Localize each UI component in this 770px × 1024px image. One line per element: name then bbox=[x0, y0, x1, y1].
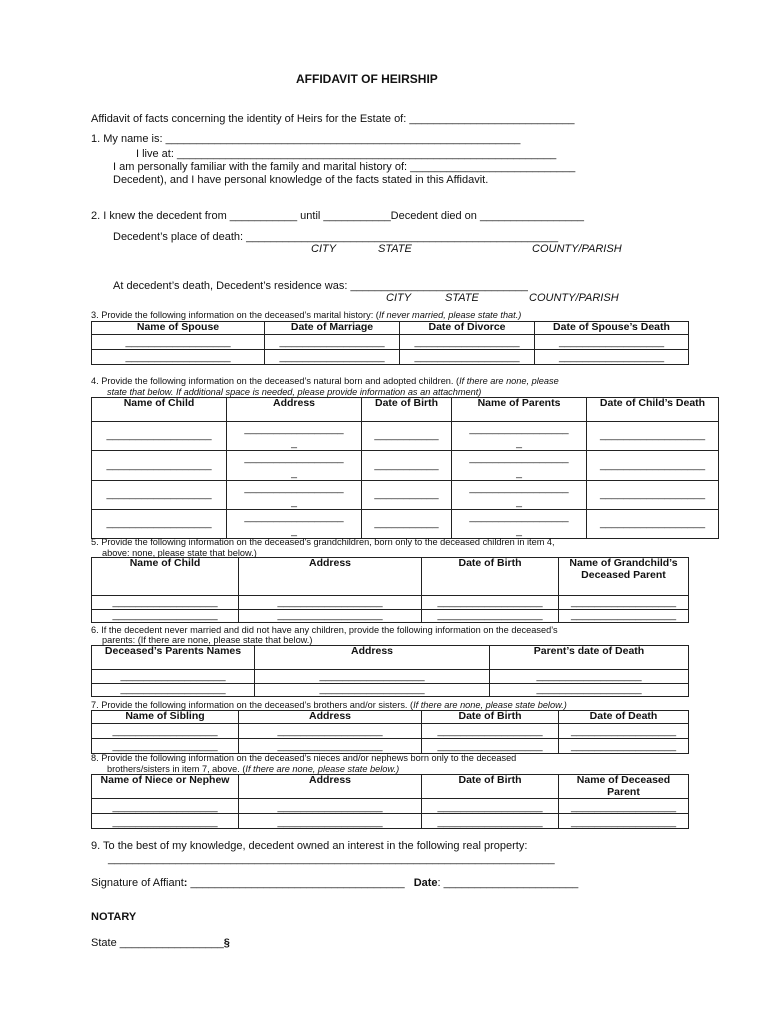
s2-dates-line: 2. I knew the decedent from ___________ until ___________Decedent died on _________________ bbox=[91, 210, 584, 222]
s7-cell[interactable]: __________________ bbox=[422, 738, 559, 753]
s5-cell[interactable]: __________________ bbox=[239, 596, 422, 610]
s4-cell[interactable]: _________________ _ bbox=[227, 451, 362, 480]
s8-instruction-line1: 8. Provide the following information on the deceased’s nieces and/or nephews born only to the deceased bbox=[91, 753, 517, 763]
s7-siblings-table bbox=[91, 710, 689, 754]
s2-death-place-line: Decedent’s place of death: ___________________________________________________ bbox=[113, 231, 559, 243]
s7-cell[interactable]: __________________ bbox=[92, 738, 239, 753]
s3-header-divorce: Date of Divorce bbox=[400, 322, 535, 335]
s7-header-sibling: Name of Sibling bbox=[92, 711, 239, 724]
s2-death-county-label: COUNTY/PARISH bbox=[532, 243, 622, 255]
s4-cell[interactable]: __________________ bbox=[587, 480, 719, 509]
s2-death-state-label: STATE bbox=[378, 243, 412, 255]
s2-res-county-label: COUNTY/PARISH bbox=[529, 292, 619, 304]
s3-cell[interactable]: __________________ bbox=[92, 335, 265, 350]
s8-nieces-table bbox=[91, 774, 689, 829]
s6-cell[interactable]: __________________ bbox=[92, 684, 255, 697]
section-sign: § bbox=[223, 937, 230, 949]
s5-cell[interactable]: __________________ bbox=[239, 610, 422, 623]
s6-cell[interactable]: __________________ bbox=[255, 670, 490, 684]
s4-cell[interactable]: __________________ bbox=[92, 480, 227, 509]
s3-cell[interactable]: __________________ bbox=[400, 335, 535, 350]
s4-cell[interactable]: __________________ bbox=[92, 451, 227, 480]
s3-cell[interactable]: __________________ bbox=[265, 350, 400, 365]
s4-header-child: Name of Child bbox=[92, 398, 227, 422]
s2-res-state-label: STATE bbox=[445, 292, 479, 304]
s8-cell[interactable]: __________________ bbox=[239, 799, 422, 814]
s8-cell[interactable]: __________________ bbox=[559, 814, 689, 829]
signature-line[interactable]: Signature of Affiant: ___________________________________ Date: ______________________ bbox=[91, 877, 579, 889]
s3-marital-table bbox=[91, 321, 689, 365]
s4-header-parents: Name of Parents bbox=[452, 398, 587, 422]
s8-cell[interactable]: __________________ bbox=[559, 799, 689, 814]
s3-header-marriage: Date of Marriage bbox=[265, 322, 400, 335]
s4-cell[interactable]: __________________ bbox=[587, 510, 719, 539]
s6-header-address: Address bbox=[255, 646, 490, 670]
s5-grandchildren-table bbox=[91, 557, 689, 623]
s4-cell[interactable]: _________________ _ bbox=[452, 422, 587, 451]
s5-header-birth: Date of Birth bbox=[422, 558, 559, 596]
s4-cell[interactable]: _________________ _ bbox=[227, 510, 362, 539]
s4-cell[interactable]: _________________ _ bbox=[452, 480, 587, 509]
s7-instruction: 7. Provide the following information on the deceased’s brothers and/or sisters. (If there are none, please state below.) bbox=[91, 700, 567, 710]
s1-knowledge-line: Decedent), and I have personal knowledge of the facts stated in this Affidavit. bbox=[113, 174, 489, 186]
s3-instruction: 3. Provide the following information on the deceased’s marital history: (If never married, please state that.) bbox=[91, 310, 522, 320]
s4-header-address: Address bbox=[227, 398, 362, 422]
s7-header-birth: Date of Birth bbox=[422, 711, 559, 724]
s8-header-niece: Name of Niece or Nephew bbox=[92, 775, 239, 799]
notary-heading: NOTARY bbox=[91, 911, 137, 923]
s8-cell[interactable]: __________________ bbox=[92, 799, 239, 814]
s1-name-line: 1. My name is: __________________________________________________________ bbox=[91, 133, 521, 145]
s4-header-child-death: Date of Child’s Death bbox=[587, 398, 719, 422]
s4-cell[interactable]: _________________ _ bbox=[452, 510, 587, 539]
s8-header-address: Address bbox=[239, 775, 422, 799]
s5-header-deceased-parent: Name of Grandchild’s Deceased Parent bbox=[559, 558, 689, 596]
s6-header-parent-death: Parent’s date of Death bbox=[490, 646, 689, 670]
s9-property-blank[interactable]: _________________________________________________________________________ bbox=[108, 853, 555, 865]
s7-cell[interactable]: __________________ bbox=[92, 723, 239, 738]
s5-cell[interactable]: __________________ bbox=[559, 596, 689, 610]
s5-header-address: Address bbox=[239, 558, 422, 596]
s6-parents-table bbox=[91, 645, 689, 697]
s6-instruction-line2: parents: (If there are none, please state that below.) bbox=[102, 635, 313, 645]
s5-instruction-line1: 5. Provide the following information on the deceased’s grandchildren, born only to the deceased children in item 4, bbox=[91, 537, 555, 547]
s5-cell[interactable]: __________________ bbox=[559, 610, 689, 623]
s8-cell[interactable]: __________________ bbox=[92, 814, 239, 829]
s1-address-line: I live at: ______________________________________________________________ bbox=[136, 148, 557, 160]
s8-cell[interactable]: __________________ bbox=[422, 799, 559, 814]
s4-cell[interactable]: ___________ bbox=[362, 422, 452, 451]
s6-cell[interactable]: __________________ bbox=[490, 670, 689, 684]
intro-estate-line: Affidavit of facts concerning the identity of Heirs for the Estate of: ___________________________ bbox=[91, 113, 575, 125]
s5-cell[interactable]: __________________ bbox=[422, 610, 559, 623]
s4-instruction-line1: 4. Provide the following information on the deceased’s natural born and adopted children. (If there are none, please bbox=[91, 376, 559, 386]
s7-cell[interactable]: __________________ bbox=[559, 723, 689, 738]
s8-header-deceased-parent: Name of Deceased Parent bbox=[559, 775, 689, 799]
s7-cell[interactable]: __________________ bbox=[422, 723, 559, 738]
s8-header-birth: Date of Birth bbox=[422, 775, 559, 799]
s3-cell[interactable]: __________________ bbox=[92, 350, 265, 365]
s4-cell[interactable]: __________________ bbox=[92, 422, 227, 451]
s4-cell[interactable]: ___________ bbox=[362, 480, 452, 509]
s4-cell[interactable]: _________________ _ bbox=[227, 422, 362, 451]
s3-cell[interactable]: __________________ bbox=[535, 335, 689, 350]
s4-header-birth: Date of Birth bbox=[362, 398, 452, 422]
s3-cell[interactable]: __________________ bbox=[265, 335, 400, 350]
s7-cell[interactable]: __________________ bbox=[239, 723, 422, 738]
s2-res-city-label: CITY bbox=[386, 292, 412, 304]
page-title: AFFIDAVIT OF HEIRSHIP bbox=[296, 72, 438, 86]
s8-instruction-line2: brothers/sisters in item 7, above. (If there are none, please state below.) bbox=[107, 764, 400, 774]
s5-cell[interactable]: __________________ bbox=[422, 596, 559, 610]
s4-cell[interactable]: _________________ _ bbox=[452, 451, 587, 480]
s7-cell[interactable]: __________________ bbox=[239, 738, 422, 753]
s5-header-child: Name of Child bbox=[92, 558, 239, 596]
s6-cell[interactable]: __________________ bbox=[490, 684, 689, 697]
s7-cell[interactable]: __________________ bbox=[559, 738, 689, 753]
s4-cell[interactable]: __________________ bbox=[587, 422, 719, 451]
s6-cell[interactable]: __________________ bbox=[92, 670, 255, 684]
s6-header-parents: Deceased’s Parents Names bbox=[92, 646, 255, 670]
s1-familiar-line: I am personally familiar with the family and marital history of: ___________________________ bbox=[113, 161, 576, 173]
s4-cell[interactable]: ___________ bbox=[362, 451, 452, 480]
s3-cell[interactable]: __________________ bbox=[535, 350, 689, 365]
s3-header-spouse-death: Date of Spouse’s Death bbox=[535, 322, 689, 335]
s4-cell[interactable]: __________________ bbox=[587, 451, 719, 480]
s8-cell[interactable]: __________________ bbox=[422, 814, 559, 829]
s7-header-address: Address bbox=[239, 711, 422, 724]
s4-cell[interactable]: _________________ _ bbox=[227, 480, 362, 509]
s4-cell[interactable]: __________________ bbox=[92, 510, 227, 539]
notary-state-line[interactable]: State _________________§ bbox=[91, 937, 230, 949]
s4-children-table bbox=[91, 397, 719, 539]
s5-instruction-line2: above: none, please state that below.) bbox=[102, 548, 257, 558]
s9-property-line: 9. To the best of my knowledge, decedent owned an interest in the following real property: bbox=[91, 840, 528, 852]
s6-instruction-line1: 6. If the decedent never married and did not have any children, provide the following information on the deceased’s bbox=[91, 625, 558, 635]
s7-header-death: Date of Death bbox=[559, 711, 689, 724]
signature-label: Signature of Affiant bbox=[91, 877, 184, 889]
s8-cell[interactable]: __________________ bbox=[239, 814, 422, 829]
s2-death-city-label: CITY bbox=[311, 243, 337, 255]
date-label: Date bbox=[413, 877, 438, 889]
s5-cell[interactable]: __________________ bbox=[92, 610, 239, 623]
s5-cell[interactable]: __________________ bbox=[92, 596, 239, 610]
s4-cell[interactable]: ___________ bbox=[362, 510, 452, 539]
s3-cell[interactable]: __________________ bbox=[400, 350, 535, 365]
s6-cell[interactable]: __________________ bbox=[255, 684, 490, 697]
s3-header-spouse: Name of Spouse bbox=[92, 322, 265, 335]
s4-instruction-line2: state that below. If additional space is needed, please provide information as an attachment) bbox=[107, 387, 482, 397]
s2-residence-line: At decedent’s death, Decedent’s residence was: _____________________________ bbox=[113, 280, 528, 292]
